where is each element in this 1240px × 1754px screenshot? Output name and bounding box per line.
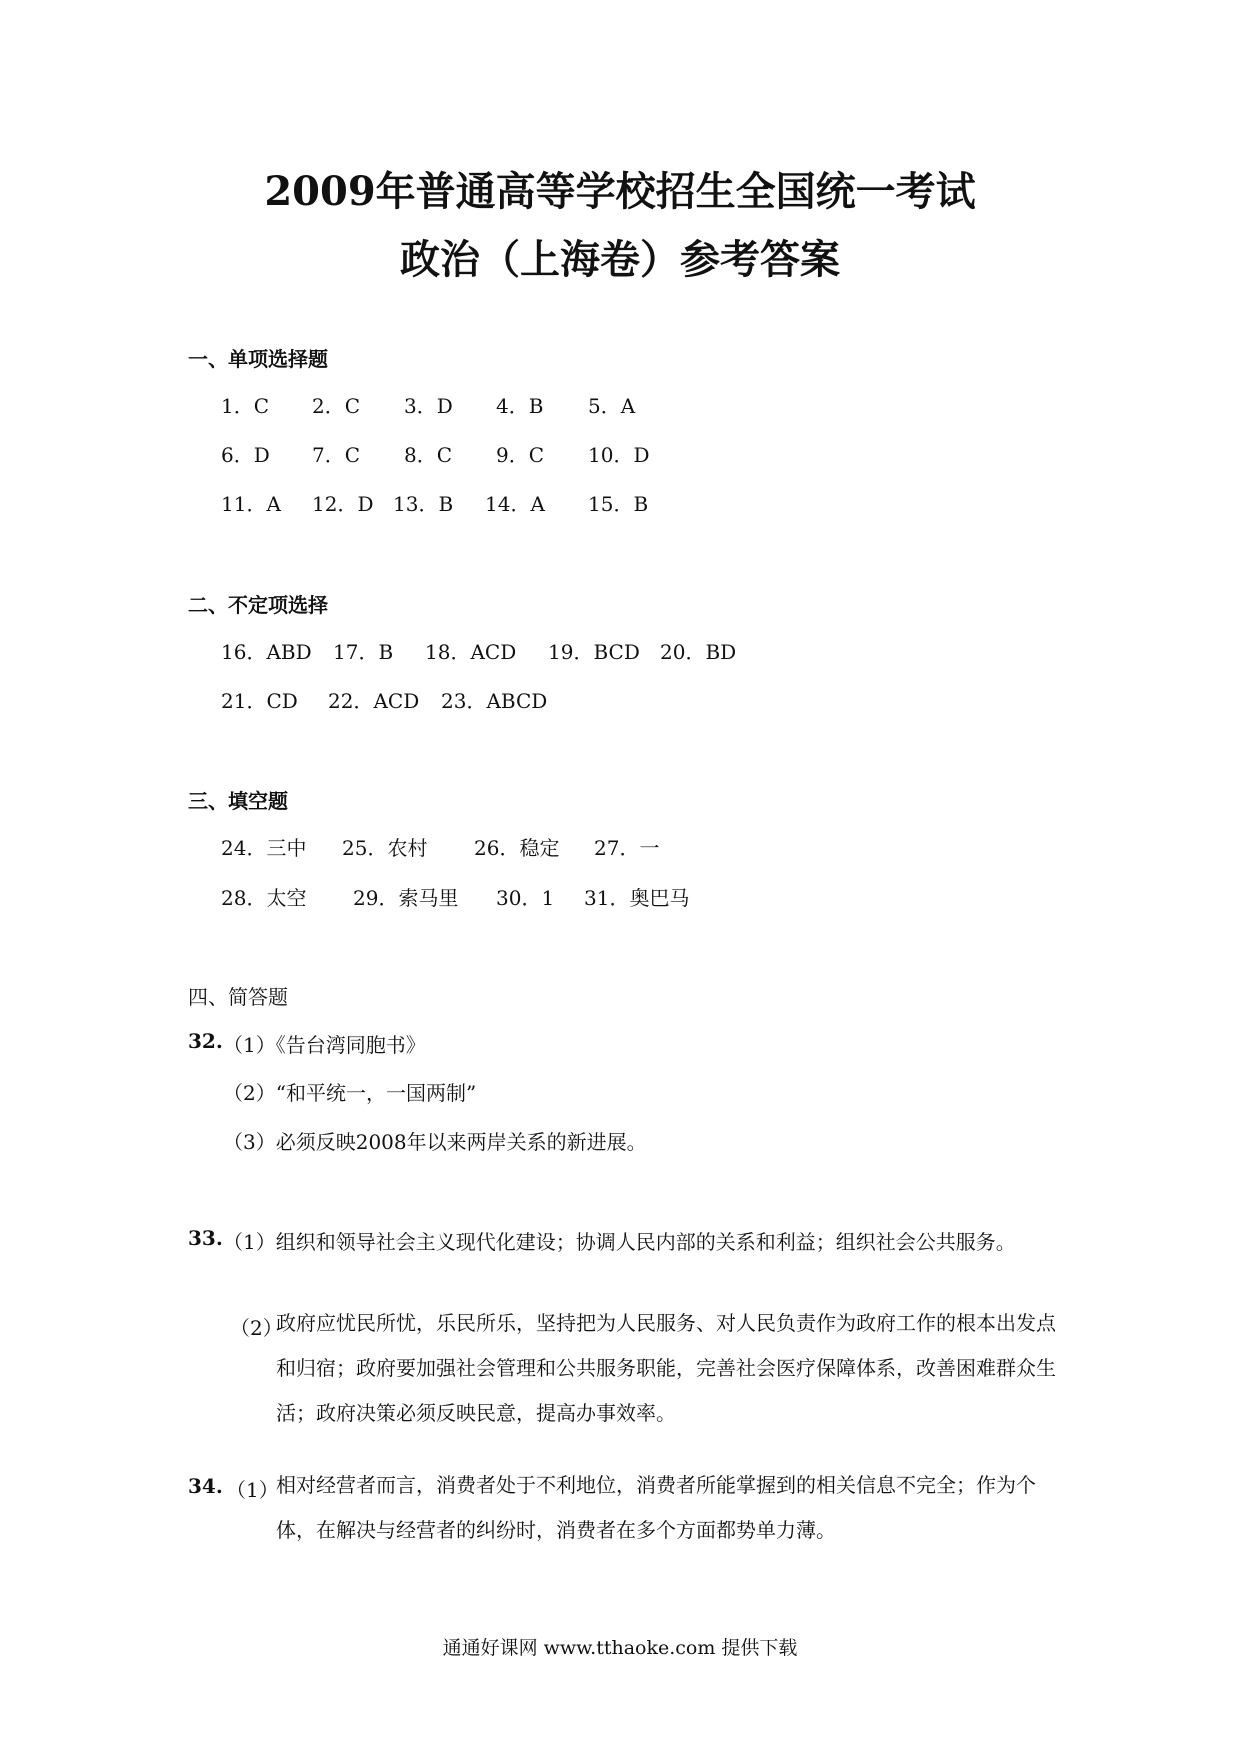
answer-30: 30．1: [496, 886, 555, 910]
answer-12: 12．D: [312, 492, 374, 516]
answer-21: 21．CD: [221, 689, 298, 713]
answer-1: 1．C: [221, 394, 270, 418]
answer-3: 3．D: [404, 394, 453, 418]
answer-2: 2．C: [312, 394, 361, 418]
q34-part1-text: 相对经营者而言，消费者处于不利地位，消费者所能掌握到的相关信息不完全；作为个体，在解决与经营者的纠纷时，消费者在多个方面都势单力薄。: [276, 1473, 1036, 1542]
q33-number: 33.: [188, 1226, 223, 1250]
section2-heading: 二、不定项选择: [188, 593, 328, 617]
answer-22: 22．ACD: [328, 689, 420, 713]
answer-20: 20．BD: [660, 640, 737, 664]
section1-heading: 一、单项选择题: [188, 347, 328, 371]
answer-15: 15．B: [588, 492, 649, 516]
answer-6: 6．D: [221, 443, 270, 467]
answer-8: 8．C: [404, 443, 453, 467]
q33-part1: （1）组织和领导社会主义现代化建设；协调人民内部的关系和利益；组织社会公共服务。: [223, 1230, 1016, 1254]
q32-part1: （1）《告台湾同胞书》: [223, 1033, 426, 1057]
answer-18: 18．ACD: [425, 640, 517, 664]
answer-5: 5．A: [588, 394, 636, 418]
footer-text: 通通好课网 www.tthaoke.com 提供下载: [442, 1637, 798, 1659]
answer-27: 27．一: [594, 836, 660, 860]
section4-heading: 四、简答题: [188, 985, 288, 1009]
answer-28: 28．太空: [221, 886, 307, 910]
title-line2: 政治（上海卷）参考答案: [400, 236, 840, 283]
q32-number: 32.: [188, 1029, 223, 1053]
q33-part2-text: 政府应忧民所忧，乐民所乐，坚持把为人民服务、对人民负责作为政府工作的根本出发点和归宿；政府要加强社会管理和公共服务职能，完善社会医疗保障体系，改善困难群众生活；政府决策必须反映民意，提高办事效率。: [276, 1311, 1056, 1425]
answer-9: 9．C: [496, 443, 545, 467]
answer-13: 13．B: [393, 492, 454, 516]
answer-25: 25．农村: [342, 836, 428, 860]
q34-number: 34.: [188, 1474, 223, 1498]
q32-part2: （2）“和平统一，一国两制”: [223, 1081, 477, 1105]
answer-10: 10．D: [588, 443, 650, 467]
answer-29: 29．索马里: [353, 886, 459, 910]
answer-23: 23．ABCD: [441, 689, 548, 713]
q32-part3: （3）必须反映2008年以来两岸关系的新进展。: [223, 1130, 647, 1154]
answer-19: 19．BCD: [548, 640, 640, 664]
q34-part1-label: （1）: [226, 1478, 279, 1502]
title-line1: 2009年普通高等学校招生全国统一考试: [264, 168, 976, 215]
answer-4: 4．B: [496, 394, 544, 418]
section3-heading: 三、填空题: [188, 789, 288, 813]
answer-26: 26．稳定: [474, 836, 560, 860]
q33-part2-label: （2）: [230, 1316, 283, 1340]
answer-17: 17．B: [333, 640, 394, 664]
answer-31: 31．奥巴马: [584, 886, 690, 910]
answer-14: 14．A: [485, 492, 545, 516]
answer-24: 24．三中: [221, 836, 307, 860]
answer-11: 11．A: [221, 492, 281, 516]
answer-16: 16．ABD: [221, 640, 312, 664]
answer-7: 7．C: [312, 443, 361, 467]
